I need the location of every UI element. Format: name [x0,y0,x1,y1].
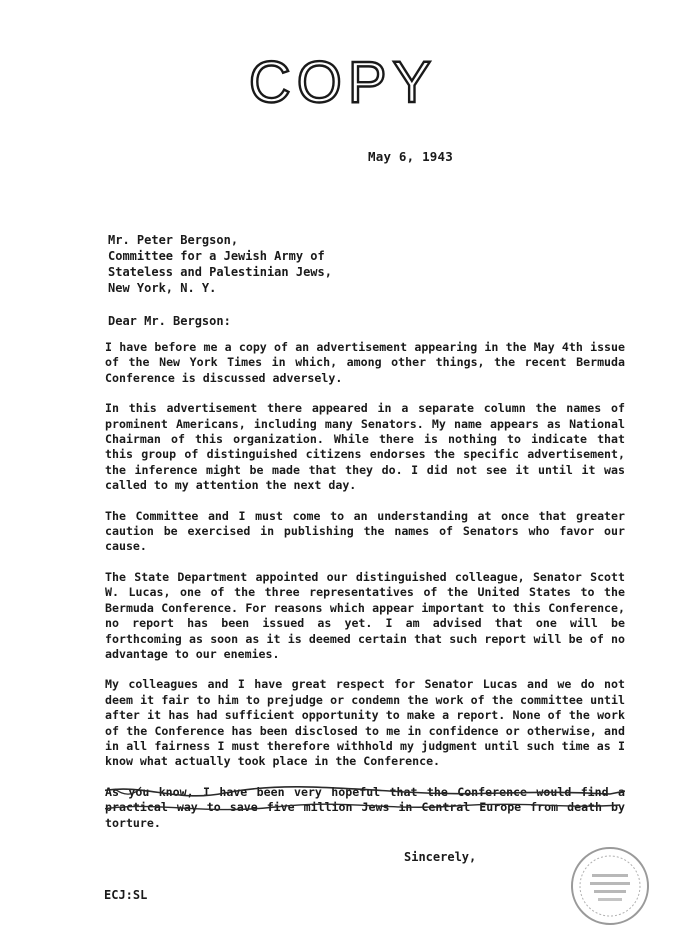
paragraph-text: As you know, I have been very hopeful that the Conference would find a practical way to save five million Jews in Central Europe from death by torture. [105,784,625,830]
letter-body [105,340,625,846]
address-line: Committee for a Jewish Army of [108,249,325,263]
typist-initials: ECJ:SL [104,888,148,902]
paragraph: My colleagues and I have great respect for Senator Lucas and we do not deem it fair to him to prejudge or condemn the work of the committee until after it has had sufficient opportunity to make a report. None of the work of the Conference has been disclosed to me in confidence or otherwise, and in all fairness I must therefore withhold my judgment until such time as I know what actually took place in the Conference. [105,677,625,769]
address-line: New York, N. Y. [108,281,217,295]
paragraph: The State Department appointed our distinguished colleague, Senator Scott W. Lucas, one of the three representatives of the United States to the Bermuda Conference. For reasons which appear important to this Conference, no report has been issued as yet. I am advised that one will be forthcoming as soon as it is deemed certain that such report will be of no advantage to our enemies. [105,569,625,661]
copy-header [243,52,443,112]
salutation: Dear Mr. Bergson: [108,314,231,328]
paragraph: I have before me a copy of an advertisement appearing in the May 4th issue of the New York Times in which, among other things, the recent Bermuda Conference is discussed adversely. [105,340,625,385]
address-line: Stateless and Palestinian Jews, [108,265,332,279]
recipient-address [108,232,332,296]
archive-stamp [568,844,652,928]
address-line: Mr. Peter Bergson, [108,233,239,247]
paragraph-struck [105,785,625,831]
letter-date: May 6, 1943 [368,149,453,164]
closing: Sincerely, [404,850,477,864]
copy-header-text: COPY [248,52,438,112]
copy-header-outline [243,52,443,112]
archive-stamp-seal [568,844,652,928]
paragraph: The Committee and I must come to an understanding at once that greater caution be exercised in publishing the names of Senators who favor our cause. [105,508,625,554]
paragraph: In this advertisement there appeared in a separate column the names of prominent Americans, including many Senators. My name appears as National Chairman of this organization. While there is nothing to indicate that this group of distinguished citizens endorses the specific advertisement, the inference might be made that they do. I did not see it until it was called to my attention the next day. [105,401,625,493]
